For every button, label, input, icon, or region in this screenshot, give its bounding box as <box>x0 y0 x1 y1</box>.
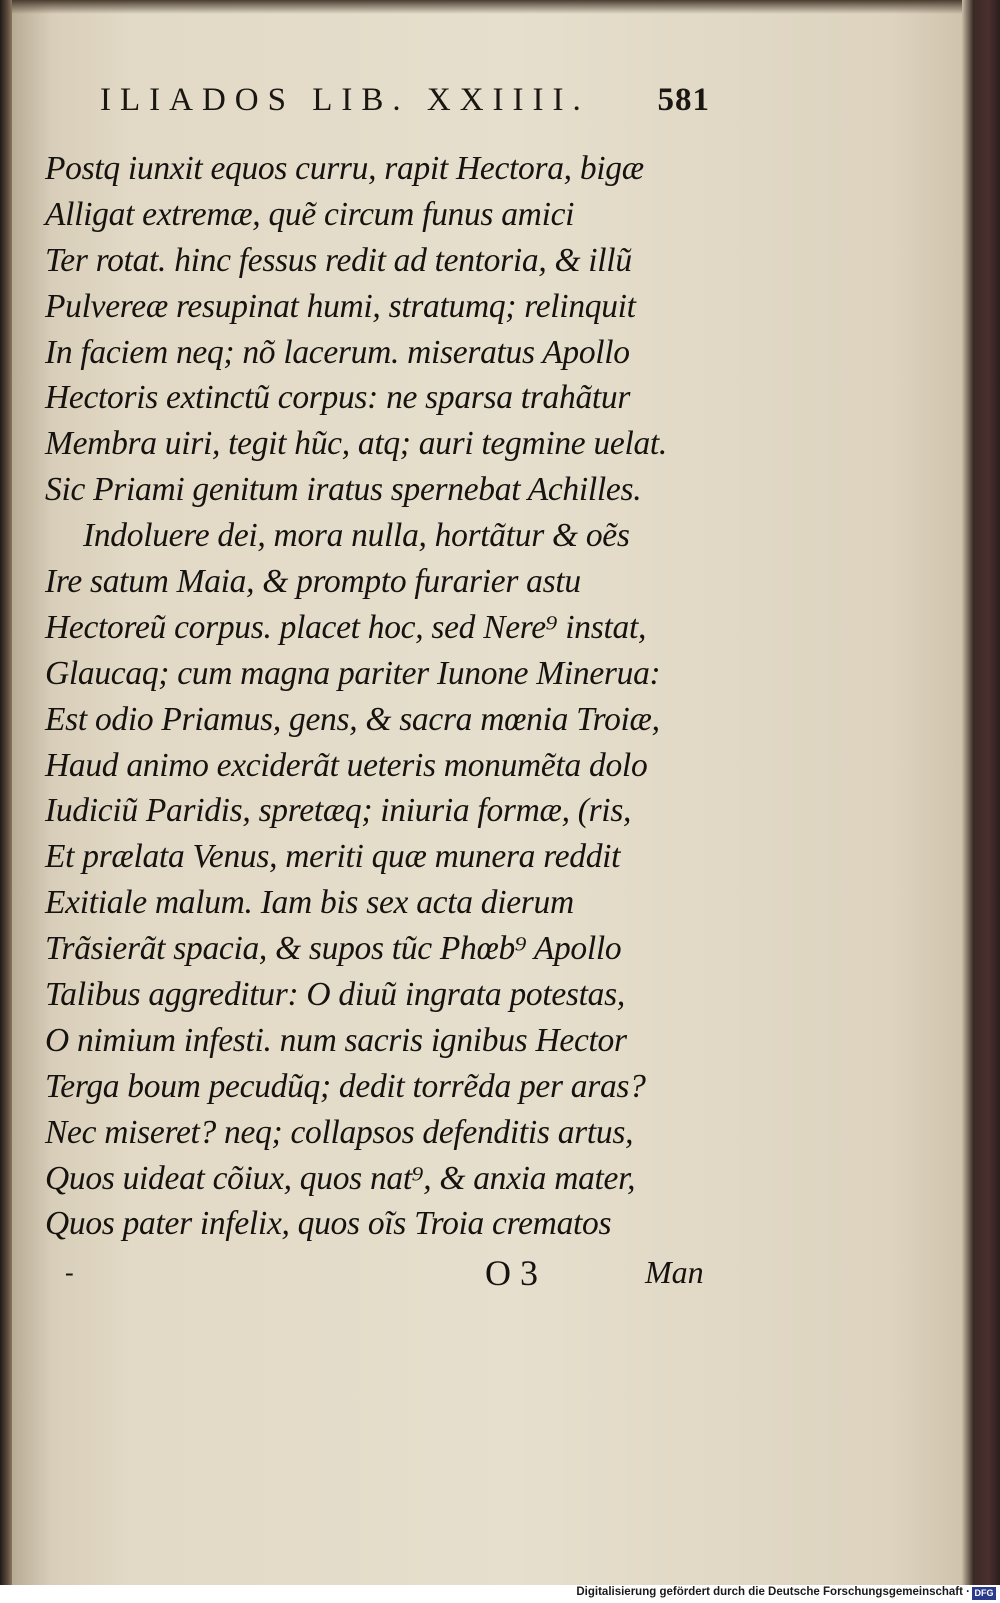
verse-line: Hectoris extinctũ corpus: ne sparsa trahãtur <box>45 379 631 417</box>
verse-line: Est odio Priamus, gens, & sacra mœnia Troiæ, <box>45 700 660 738</box>
verse-line: Membra uiri, tegit hũc, atq; auri tegmine uelat. <box>45 425 668 463</box>
verse-line: Postq iunxit equos curru, rapit Hectora, bigæ <box>45 150 644 187</box>
verse-line: Trãsierãt spacia, & supos tũc Phœb⁹ Apollo <box>45 930 622 968</box>
verse-line: Nec miseret? neq; collapsos defenditis artus, <box>45 1113 634 1151</box>
signature-dash: - <box>65 1258 74 1287</box>
verse-line: Ter rotat. hinc fessus redit ad tentoria, & illũ <box>45 241 632 279</box>
catchword: Man <box>645 1254 704 1290</box>
verse-line: Glaucaq; cum magna pariter Iunone Minerua: <box>45 654 661 692</box>
book-page <box>12 0 962 1585</box>
verse-line: Pulvereæ resupinat humi, stratumq; relinquit <box>45 287 636 325</box>
verse-line: Hectoreũ corpus. placet hoc, sed Nere⁹ instat, <box>45 608 647 646</box>
folio-number: 581 <box>657 82 710 118</box>
verse-line: Terga boum pecudũq; dedit torrẽda per aras? <box>45 1067 646 1105</box>
verse-line: Alligat extremæ, quẽ circum funus amici <box>45 195 575 233</box>
verse-line: Talibus aggreditur: O diuũ ingrata potestas, <box>45 976 625 1014</box>
verse-line: O nimium infesti. num sacris ignibus Hector <box>45 1021 627 1059</box>
verse-line: Sic Priami genitum iratus spernebat Achilles. <box>45 471 642 509</box>
verse-line-indented: Indoluere dei, mora nulla, hortãtur & oẽs <box>83 517 630 555</box>
verse-line: Et prælata Venus, meriti quæ munera reddit <box>45 838 621 876</box>
signature-mark: O 3 <box>485 1253 538 1293</box>
funding-credit: Digitalisierung gefördert durch die Deutsche Forschungsgemeinschaft · <box>576 1586 970 1598</box>
verse-line: Haud animo exciderãt ueteris monumẽta dolo <box>45 746 648 784</box>
verse-line: Quos uideat cõiux, quos nat⁹, & anxia mater, <box>45 1159 636 1197</box>
page-edge-shadow <box>12 0 962 14</box>
verse-line: Iudiciũ Paridis, spretæq; iniuria formæ, (ris, <box>45 792 632 830</box>
verse-line: Quos pater infelix, quos oĩs Troia crematos <box>45 1205 612 1243</box>
book-binding-left <box>0 0 12 1585</box>
signature-line <box>45 1250 735 1300</box>
running-head-title: ILIADOS LIB. XXIIII. <box>100 82 590 118</box>
book-binding-right <box>962 0 1000 1585</box>
dfg-logo-icon: DFG <box>972 1587 996 1600</box>
verse-line: Exitiale malum. Iam bis sex acta dierum <box>45 884 574 922</box>
running-head <box>100 78 710 128</box>
verse-line: In faciem neq; nõ lacerum. miseratus Apollo <box>45 333 630 371</box>
footer-bar <box>0 1585 1000 1603</box>
verse-text-block <box>45 146 735 1247</box>
verse-line: Ire satum Maia, & prompto furarier astu <box>45 563 581 601</box>
